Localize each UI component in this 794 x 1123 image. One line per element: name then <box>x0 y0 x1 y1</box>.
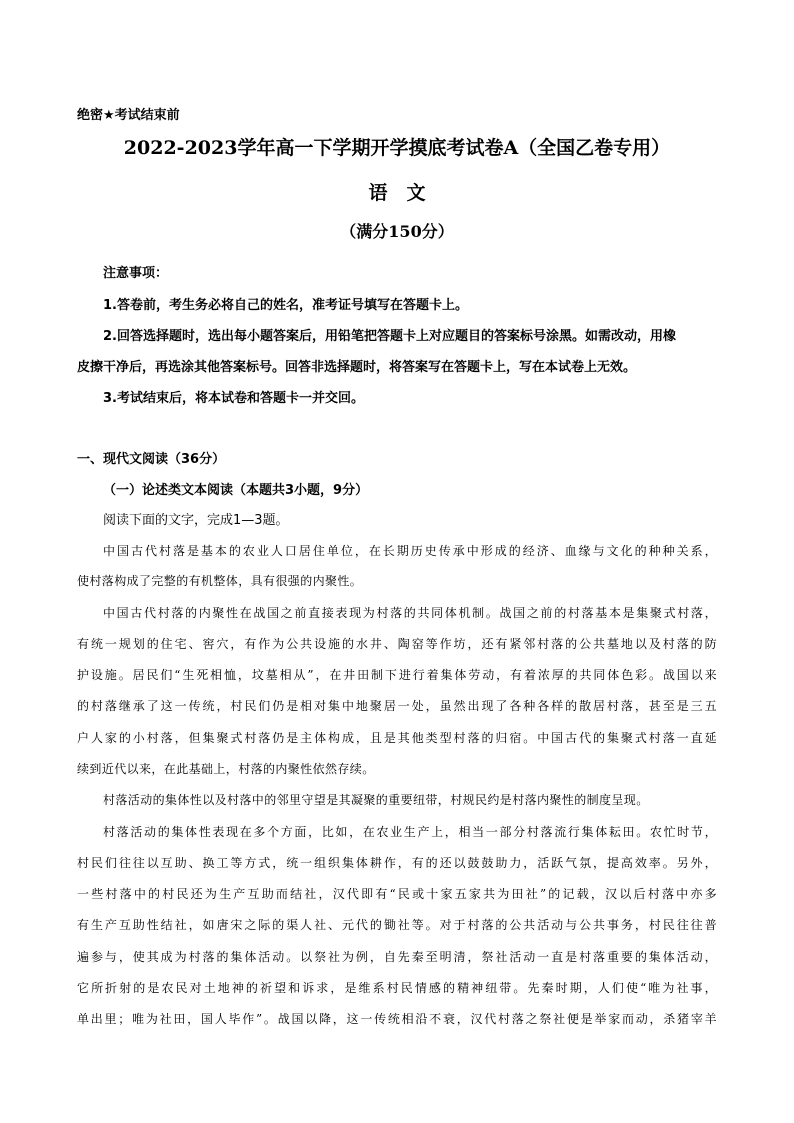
passage-line: 村落活动的集体性以及村落中的邻里守望是其凝聚的重要纽带，村规民约是村落内聚性的制度呈现。 <box>103 793 649 807</box>
passage-line: 有统一规划的住宅、窖穴，有作为公共设施的水井、陶窑等作坊，还有紧邻村落的公共墓地以及村落的防 <box>77 637 717 651</box>
notes-heading: 注意事项： <box>103 266 169 281</box>
note-item: 1.答卷前，考生务必将自己的姓名，准考证号填写在答题卡上。 <box>103 298 468 313</box>
passage-line: 单出里；唯为社田，国人毕作”。战国以降，这一传统相沿不衰，汉代村落之祭社便是举家而动，杀猪宰羊 <box>77 1012 717 1026</box>
passage-line: 一些村落中的村民还为生产互助而结社，汉代即有“民或十家五家共为田社”的记载，汉以后村落中亦多 <box>77 887 717 901</box>
note-item: 皮擦干净后，再选涂其他答案标号。回答非选择题时，将答案写在答题卡上，写在本试卷上无效。 <box>77 360 637 375</box>
passage-line: 使村落构成了完整的有机整体，具有很强的内聚性。 <box>77 574 363 588</box>
reading-instruction: 阅读下面的文字，完成1—3题。 <box>103 513 289 528</box>
full-score: （满分150分） <box>340 222 454 241</box>
passage-line: 的村落继承了这一传统，村民们仍是相对集中地聚居一处，虽然出现了各种各样的散居村落，甚至是三五 <box>77 699 717 713</box>
passage-line: 户人家的小村落，但集聚式村落仍是主体构成，且是其他类型村落的归宿。中国古代的集聚式村落一直延 <box>77 731 717 745</box>
subsection-heading: （一）论述类文本阅读（本题共3小题，9分） <box>103 483 369 498</box>
confidential-label: 绝密★考试结束前 <box>77 108 180 123</box>
subject-title: 语 文 <box>368 182 426 204</box>
passage-line: 村民们往往以互助、换工等方式，统一组织集体耕作，有的还以鼓鼓助力，活跃气氛，提高效率。另外， <box>77 856 717 870</box>
passage-line: 村落活动的集体性表现在多个方面，比如，在农业生产上，相当一部分村落流行集体耘田。农忙时节， <box>103 825 717 839</box>
exam-title: 2022-2023学年高一下学期开学摸底考试卷A（全国乙卷专用） <box>123 137 671 159</box>
section-heading: 一、现代文阅读（36分） <box>77 452 226 467</box>
passage-line: 护设施。居民们“生死相恤，坟墓相从”，在井田制下进行着集体劳动，有着浓厚的共同体色彩。战国以来 <box>77 668 717 682</box>
note-item: 2.回答选择题时，选出每小题答案后，用铅笔把答题卡上对应题目的答案标号涂黑。如需改动，用橡 <box>103 329 676 344</box>
passage-line: 续到近代以来，在此基础上，村落的内聚性依然存续。 <box>77 762 375 776</box>
passage-line: 中国古代村落的内聚性在战国之前直接表现为村落的共同体机制。战国之前的村落基本是集聚式村落， <box>103 606 717 620</box>
passage-line: 遍参与，使其成为村落的集体活动。以祭社为例，自先秦至明清，祭社活动一直是村落重要的集体活动， <box>77 950 717 964</box>
passage-line: 它所折射的是农民对土地神的祈望和诉求，是维系村民情感的精神纽带。先秦时期，人们使“唯为社事， <box>77 981 717 995</box>
passage-line: 中国古代村落是基本的农业人口居住单位，在长期历史传承中形成的经济、血缘与文化的种种关系， <box>103 544 717 558</box>
note-item: 3.考试结束后，将本试卷和答题卡一并交回。 <box>103 391 364 406</box>
passage-line: 有生产互助性结社，如唐宋之际的渠人社、元代的锄社等。对于村落的公共活动与公共事务，村民往往普 <box>77 918 717 932</box>
